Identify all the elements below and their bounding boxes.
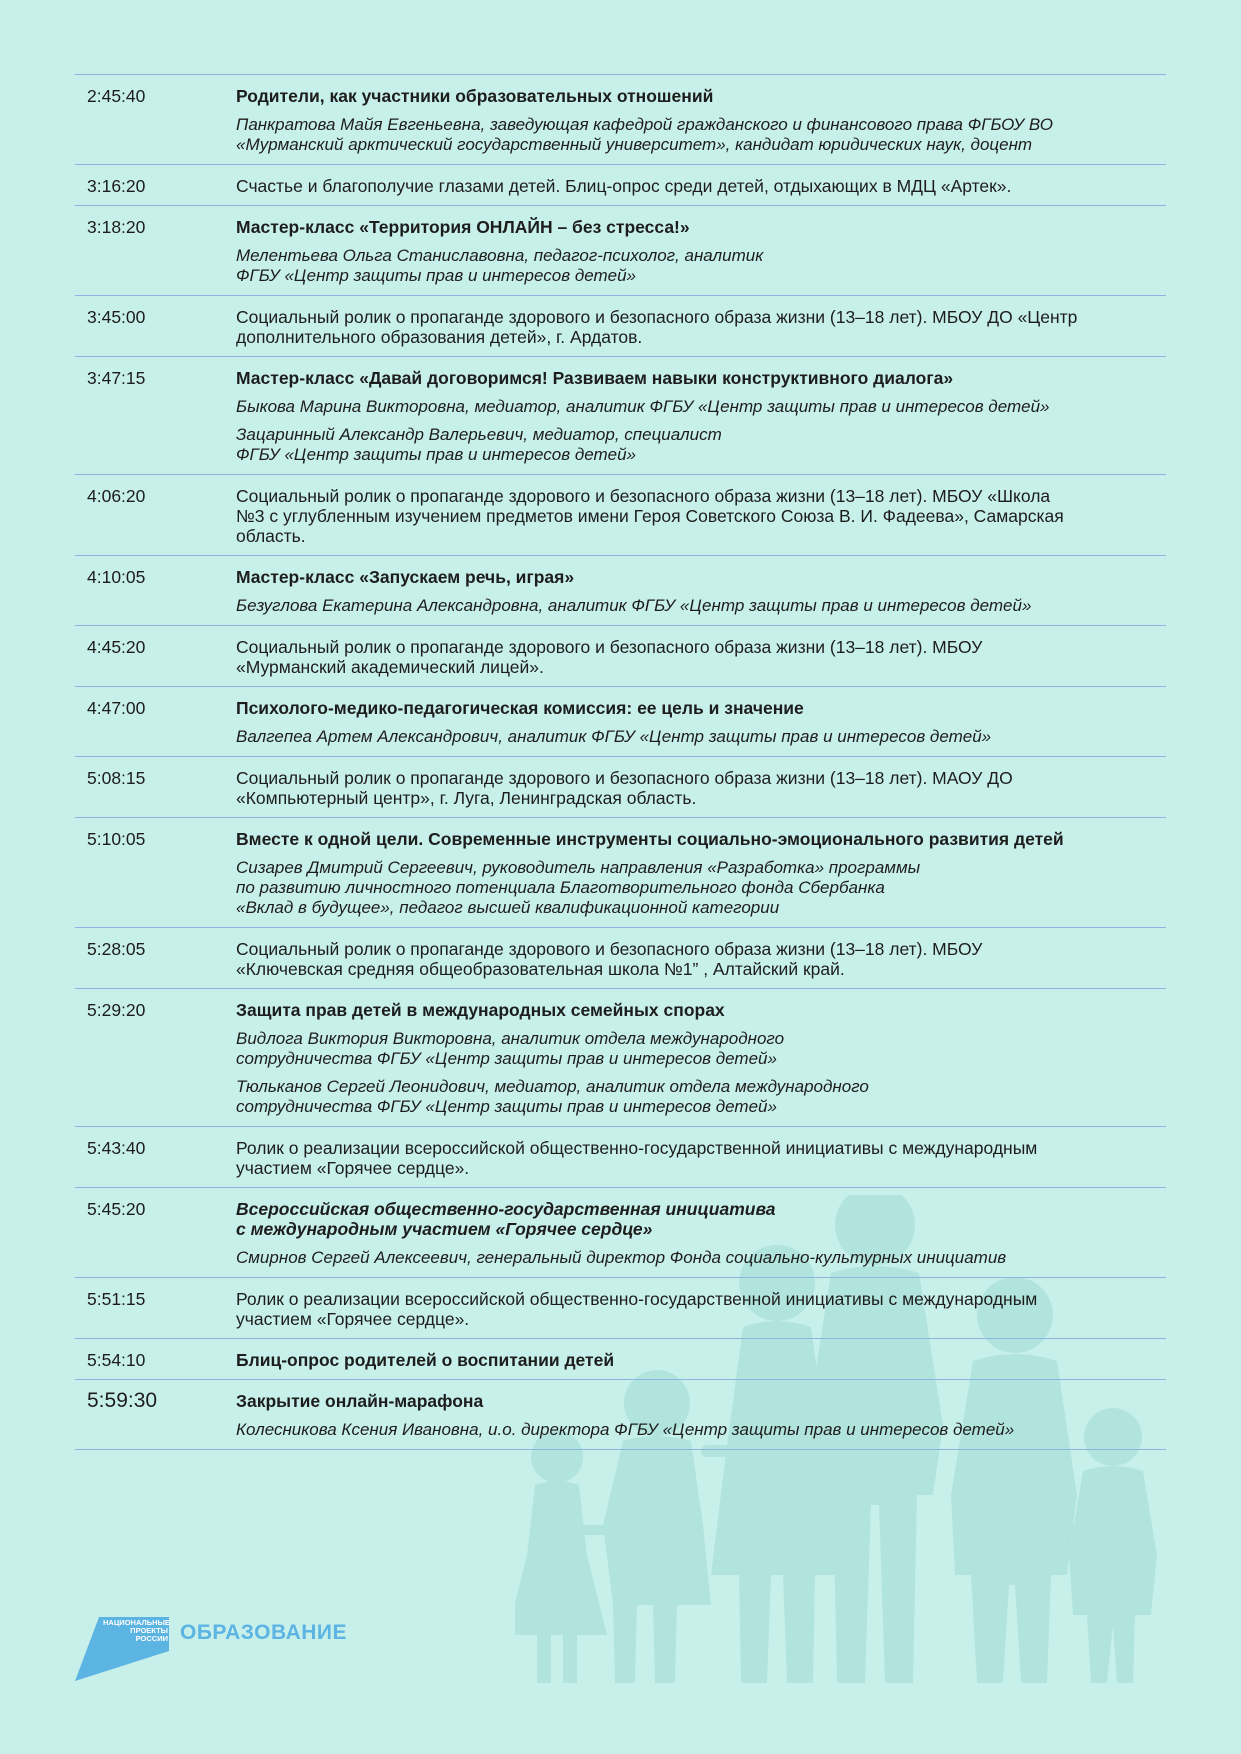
schedule-time: 2:45:40	[87, 86, 146, 106]
speaker-line: Смирнов Сергей Алексеевич, генеральный директор Фонда социально-культурных инициатив	[236, 1248, 1007, 1267]
schedule-content	[236, 176, 1166, 196]
speaker-info	[236, 596, 1166, 616]
schedule-time: 4:47:00	[87, 698, 146, 718]
schedule-row	[75, 626, 1166, 687]
logo-line: РОССИИ	[135, 1634, 168, 1643]
schedule-row	[75, 818, 1166, 928]
speaker-line: Панкратова Майя Евгеньевна, заведующая кафедрой гражданского и финансового права ФГБОУ ВО	[236, 115, 1054, 134]
speaker-line: сотрудничества ФГБУ «Центр защиты прав и интересов детей»	[236, 1097, 777, 1116]
schedule-content	[236, 567, 1166, 616]
schedule-content	[236, 307, 1166, 347]
description-line: Социальный ролик о пропаганде здорового и безопасного образа жизни (13–18 лет). МБОУ «Школа	[236, 486, 1051, 506]
schedule-content	[236, 1138, 1166, 1178]
session-title: Вместе к одной цели. Современные инструменты социально-эмоционального развития детей	[236, 829, 1064, 849]
schedule-time: 5:10:05	[87, 829, 146, 849]
schedule-content	[236, 486, 1166, 546]
session-description	[236, 1289, 1166, 1329]
schedule-content	[236, 829, 1166, 918]
session-title: Блиц-опрос родителей о воспитании детей	[236, 1350, 615, 1370]
session-title-line: с международным участием «Горячее сердце»	[236, 1219, 653, 1239]
schedule-row	[75, 475, 1166, 556]
session-description	[236, 176, 1166, 196]
schedule-content	[236, 1000, 1166, 1117]
session-title: Мастер-класс «Запускаем речь, играя»	[236, 567, 575, 587]
national-projects-logo	[75, 1617, 375, 1681]
schedule-time: 3:18:20	[87, 217, 146, 237]
description-line: Социальный ролик о пропаганде здорового и безопасного образа жизни (13–18 лет). МАОУ ДО	[236, 768, 1013, 788]
description-line: «Ключевская средняя общеобразовательная школа №1” , Алтайский край.	[236, 959, 845, 979]
schedule-time: 5:59:30	[87, 1389, 158, 1412]
description-line: дополнительного образования детей», г. Ардатов.	[236, 327, 643, 347]
session-title: Мастер-класс «Давай договоримся! Развиваем навыки конструктивного диалога»	[236, 368, 954, 388]
schedule-time: 5:08:15	[87, 768, 146, 788]
speaker-line: Мелентьева Ольга Станиславовна, педагог-психолог, аналитик	[236, 246, 764, 265]
session-title: Закрытие онлайн-марафона	[236, 1391, 484, 1411]
speaker-info	[236, 727, 1166, 747]
schedule-time: 5:28:05	[87, 939, 146, 959]
speaker-line: Зацаринный Александр Валерьевич, медиатор, специалист	[236, 425, 722, 444]
session-title: Мастер-класс «Территория ОНЛАЙН – без стресса!»	[236, 217, 690, 237]
speaker-line: сотрудничества ФГБУ «Центр защиты прав и интересов детей»	[236, 1049, 777, 1068]
speaker-line: Быкова Марина Викторовна, медиатор, аналитик ФГБУ «Центр защиты прав и интересов детей»	[236, 397, 1050, 416]
speaker-line: Колесникова Ксения Ивановна, и.о. директора ФГБУ «Центр защиты прав и интересов детей»	[236, 1420, 1015, 1439]
session-description	[236, 307, 1166, 347]
schedule-row	[75, 357, 1166, 475]
schedule-time: 4:06:20	[87, 486, 146, 506]
speaker-line: Безуглова Екатерина Александровна, аналитик ФГБУ «Центр защиты прав и интересов детей»	[236, 596, 1032, 615]
description-line: Социальный ролик о пропаганде здорового и безопасного образа жизни (13–18 лет). МБОУ	[236, 637, 983, 657]
schedule-content	[236, 1289, 1166, 1329]
schedule-time: 5:29:20	[87, 1000, 146, 1020]
speaker-info	[236, 115, 1166, 155]
speaker-info	[236, 425, 1166, 465]
schedule-row	[75, 687, 1166, 757]
description-line: Ролик о реализации всероссийской общественно-государственной инициативы с международным	[236, 1289, 1038, 1309]
schedule-row	[75, 206, 1166, 296]
schedule-time: 4:10:05	[87, 567, 146, 587]
description-line: Счастье и благополучие глазами детей. Блиц-опрос среди детей, отдыхающих в МДЦ «Артек».	[236, 176, 1012, 196]
schedule-time: 3:45:00	[87, 307, 146, 327]
speaker-line: ФГБУ «Центр защиты прав и интересов детей»	[236, 445, 637, 464]
schedule-content	[236, 698, 1166, 747]
speaker-info	[236, 397, 1166, 417]
schedule-row	[75, 296, 1166, 357]
speaker-info	[236, 1420, 1166, 1440]
schedule-row	[75, 1188, 1166, 1278]
description-line: Социальный ролик о пропаганде здорового и безопасного образа жизни (13–18 лет). МБОУ	[236, 939, 983, 959]
logo-line: ПРОЕКТЫ	[130, 1626, 168, 1635]
description-line: участием «Горячее сердце».	[236, 1158, 470, 1178]
schedule-content	[236, 768, 1166, 808]
session-title-line: Всероссийская общественно-государственная инициатива	[236, 1199, 776, 1219]
schedule-time: 5:51:15	[87, 1289, 146, 1309]
speaker-line: Видлога Виктория Викторовна, аналитик отдела международного	[236, 1029, 785, 1048]
speaker-info	[236, 1029, 1166, 1069]
schedule-time: 5:54:10	[87, 1350, 146, 1370]
logo-word: ОБРАЗОВАНИЕ	[180, 1621, 348, 1644]
schedule-row	[75, 1127, 1166, 1188]
schedule-table	[75, 74, 1166, 1450]
description-line: №3 с углубленным изучением предметов имени Героя Советского Союза В. И. Фадеева», Самарская	[236, 506, 1064, 526]
session-description	[236, 486, 1166, 546]
logo-small-text	[103, 1619, 168, 1643]
description-line: область.	[236, 526, 306, 546]
session-description	[236, 1138, 1166, 1178]
schedule-time: 5:45:20	[87, 1199, 146, 1219]
session-description	[236, 768, 1166, 808]
schedule-content	[236, 217, 1166, 286]
speaker-line: «Мурманский арктический государственный университет», кандидат юридических наук, доцент	[236, 135, 1033, 154]
schedule-time: 5:43:40	[87, 1138, 146, 1158]
schedule-row	[75, 757, 1166, 818]
schedule-row	[75, 165, 1166, 206]
schedule-row	[75, 928, 1166, 989]
schedule-content	[236, 939, 1166, 979]
description-line: участием «Горячее сердце».	[236, 1309, 470, 1329]
schedule-content	[236, 637, 1166, 677]
schedule-row	[75, 556, 1166, 626]
speaker-line: Валгепеа Артем Александрович, аналитик ФГБУ «Центр защиты прав и интересов детей»	[236, 727, 992, 746]
schedule-row	[75, 1278, 1166, 1339]
schedule-content	[236, 1350, 1166, 1370]
schedule-content	[236, 1199, 1166, 1268]
schedule-row	[75, 1339, 1166, 1380]
schedule-row	[75, 989, 1166, 1127]
speaker-info	[236, 1248, 1166, 1268]
schedule-content	[236, 1391, 1166, 1440]
session-description	[236, 637, 1166, 677]
session-title: Психолого-медико-педагогическая комиссия: ее цель и значение	[236, 698, 804, 718]
schedule-time: 4:45:20	[87, 637, 146, 657]
session-title: Защита прав детей в международных семейных спорах	[236, 1000, 725, 1020]
speaker-info	[236, 1077, 1166, 1117]
schedule-time: 3:16:20	[87, 176, 146, 196]
description-line: «Мурманский академический лицей».	[236, 657, 544, 677]
schedule-row	[75, 1380, 1166, 1450]
logo-line: НАЦИОНАЛЬНЫЕ	[103, 1618, 170, 1627]
session-description	[236, 939, 1166, 979]
speaker-line: «Вклад в будущее», педагог высшей квалификационной категории	[236, 898, 780, 917]
description-line: Ролик о реализации всероссийской общественно-государственной инициативы с международным	[236, 1138, 1038, 1158]
speaker-info	[236, 246, 1166, 286]
schedule-content	[236, 86, 1166, 155]
session-title: Родители, как участники образовательных отношений	[236, 86, 714, 106]
speaker-info	[236, 858, 1166, 918]
schedule-time: 3:47:15	[87, 368, 146, 388]
description-line: Социальный ролик о пропаганде здорового и безопасного образа жизни (13–18 лет). МБОУ ДО «Центр	[236, 307, 1078, 327]
description-line: «Компьютерный центр», г. Луга, Ленинградская область.	[236, 788, 697, 808]
schedule-content	[236, 368, 1166, 465]
speaker-line: Тюльканов Сергей Леонидович, медиатор, аналитик отдела международного	[236, 1077, 869, 1096]
speaker-line: Сизарев Дмитрий Сергеевич, руководитель направления «Разработка» программы	[236, 858, 921, 877]
schedule-row	[75, 75, 1166, 165]
speaker-line: ФГБУ «Центр защиты прав и интересов детей»	[236, 266, 637, 285]
speaker-line: по развитию личностного потенциала Благотворительного фонда Сбербанка	[236, 878, 885, 897]
